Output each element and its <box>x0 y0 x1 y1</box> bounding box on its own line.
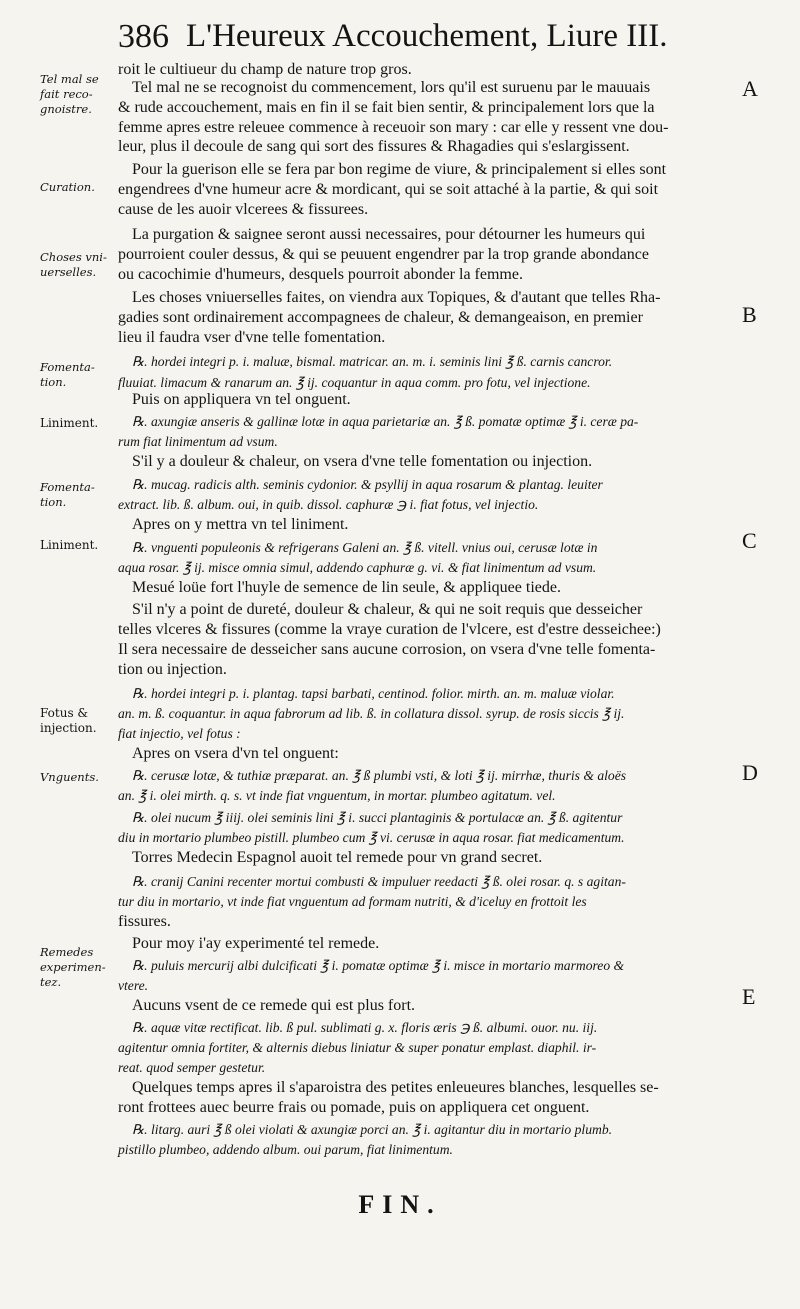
recipe-line: ℞. hordei integri p. i. plantag. tapsi barbati, centinod. folior. mirth. an. m. maluæ violar. <box>132 686 615 701</box>
margin-note: Fomenta-tion. <box>40 480 95 509</box>
text-line: Pour la guerison elle se fera par bon regime de viure, & principalement si elles sont <box>132 161 667 178</box>
text-line: Apres on vsera d'vn tel onguent: <box>132 745 339 762</box>
text-line: tion ou injection. <box>118 661 227 678</box>
text-line: Mesué loüe fort l'huyle de semence de lin seule, & appliquee tiede. <box>132 579 561 596</box>
text-line: Il sera necessaire de desseicher sans aucune corrosion, on vsera d'vne telle fomenta- <box>118 641 656 658</box>
margin-note: Choses vni-uerselles. <box>40 250 107 279</box>
margin-note: Liniment. <box>40 416 99 430</box>
recipe-line: tur diu in mortario, vt inde fiat vnguentum ad formam nutriti, & d'iceluy en frottoit les <box>118 894 587 909</box>
margin-note: Fomenta-tion. <box>40 360 95 389</box>
text-line: fissures. <box>118 913 171 930</box>
page-header <box>118 18 718 62</box>
section-letter: E <box>742 984 756 1009</box>
text-line: ront frottees auec beurre frais ou pomade, puis on appliquera cet onguent. <box>118 1099 590 1116</box>
text-line: engendrees d'vne humeur acre & mordicant, qui se soit attaché à la partie, & qui soit <box>118 181 659 198</box>
section-letter: A <box>742 76 758 101</box>
text-line: Pour moy i'ay experimenté tel remede. <box>132 935 380 952</box>
recipe-line: ℞. cranij Canini recenter mortui combusti & impuluer reedacti ℥ ß. olei rosar. q. s agitan- <box>132 874 626 889</box>
recipe-line: aqua rosar. ℥ ij. misce omnia simul, addendo caphuræ g. vi. & fiat linimentum ad vsum. <box>118 560 597 575</box>
text-line: Aucuns vsent de ce remede qui est plus fort. <box>132 997 416 1014</box>
text-line: telles vlceres & fissures (comme la vraye curation de l'vlcere, est d'estre desseichee:) <box>118 621 661 638</box>
recipe-line: ℞. cerusæ lotæ, & tuthiæ præparat. an. ℥ ß plumbi vsti, & loti ℥ ij. mirrhæ, thuris & aloës <box>132 768 627 783</box>
recipe-line: ℞. aquæ vitæ rectificat. lib. ß pul. sublimati g. x. floris æris ℈ ß. albumi. ouor. nu. iij. <box>132 1020 598 1035</box>
section-letter: D <box>742 760 758 785</box>
text-line: pourroient couler dessus, & qui se peuuent engendrer par la trop grande abondance <box>118 246 649 263</box>
recipe-line: pistillo plumbeo, addendo album. oui parum, fiat linimentum. <box>118 1142 453 1157</box>
page-number: 386 <box>118 18 169 55</box>
recipe-line: rum fiat linimentum ad vsum. <box>118 434 278 449</box>
recipe-line: diu in mortario plumbeo pistill. plumbeo cum ℥ vi. cerusæ in aqua rosar. fiat medicamentum. <box>118 830 625 845</box>
recipe-line: an. m. ß. coquantur. in aqua fabrorum ad lib. ß. in collatura dissol. syrup. de rosis siccis ℥ ij. <box>118 706 625 721</box>
recipe-line: agitentur omnia fortiter, & alternis diebus liniatur & super ponatur emplast. diaphil. ir- <box>118 1040 597 1055</box>
recipe-line: fiat injectio, vel fotus : <box>118 726 241 741</box>
margin-note: Fotus & injection. <box>40 706 97 735</box>
margin-notes <box>40 0 120 1309</box>
recipe-line: ℞. litarg. auri ℥ ß olei violati & axungiæ porci an. ℥ i. agitantur diu in mortario plumb. <box>132 1122 613 1137</box>
section-letter: B <box>742 302 757 327</box>
text-line: roit le cultiueur du champ de nature trop gros. <box>118 61 412 78</box>
recipe-line: extract. lib. ß. album. oui, in quib. dissol. caphuræ ℈ i. fiat fotus, vel injectio. <box>118 497 539 512</box>
running-title: L'Heureux Accouchement, Liure III. <box>186 18 668 54</box>
text-line: cause de les auoir vlcerees & fissurees. <box>118 201 369 218</box>
text-line: Tel mal ne se recognoist du commencement, lors qu'il est suruenu par le mauuais <box>132 79 651 96</box>
recipe-line: ℞. puluis mercurij albi dulcificati ℥ i. pomatæ optimæ ℥ i. misce in mortario marmoreo & <box>132 958 625 973</box>
text-line: femme apres estre releuee commence à receuoir son mary : car elle y ressent vne dou- <box>118 119 669 136</box>
recipe-line: reat. quod semper gestetur. <box>118 1060 266 1075</box>
margin-note: Tel mal se fait reco-gnoistre. <box>40 72 99 116</box>
recipe-line: fluuiat. limacum & ranarum an. ℥ ij. coquantur in aqua comm. pro fotu, vel injectione. <box>118 375 591 390</box>
text-line: Les choses vniuerselles faites, on viendra aux Topiques, & d'autant que telles Rha- <box>132 289 661 306</box>
text-line: & rude accouchement, mais en fin il se fait bien sentir, & principalement lors que la <box>118 99 655 116</box>
text-line: lieu il faudra vser d'vne telle fomentation. <box>118 329 386 346</box>
text-line: La purgation & saignee seront aussi necessaires, pour détourner les humeurs qui <box>132 226 646 243</box>
recipe-line: vtere. <box>118 978 149 993</box>
recipe-line: ℞. olei nucum ℥ iiij. olei seminis lini ℥ i. succi plantaginis & portulacæ an. ℥ ß. agitentur <box>132 810 623 825</box>
text-line: S'il y a douleur & chaleur, on vsera d'vne telle fomentation ou injection. <box>132 453 593 470</box>
text-line: Quelques temps apres il s'aparoistra des petites enleueures blanches, lesquelles se- <box>132 1079 659 1096</box>
recipe-line: ℞. hordei integri p. i. maluæ, bismal. matricar. an. m. i. seminis lini ℥ ß. carnis cancror. <box>132 354 613 369</box>
text-line: Torres Medecin Espagnol auoit tel remede pour vn grand secret. <box>132 849 543 866</box>
text-line: leur, plus il decoule de sang qui sort des fissures & Rhagadies qui s'eslargissent. <box>118 138 630 155</box>
text-line: ou cacochimie d'humeurs, desquels pourroit abonder la femme. <box>118 266 523 283</box>
margin-note: Remedes experimen-tez. <box>40 945 106 989</box>
recipe-line: an. ℥ i. olei mirth. q. s. vt inde fiat vnguentum, in mortar. plumbeo agitatum. vel. <box>118 788 556 803</box>
text-line: Puis on appliquera vn tel onguent. <box>132 391 351 408</box>
section-letter: C <box>742 528 757 553</box>
recipe-line: ℞. axungiæ anseris & gallinæ lotæ in aqua parietariæ an. ℥ ß. pomatæ optimæ ℥ i. ceræ pa- <box>132 414 639 429</box>
text-line: Apres on y mettra vn tel liniment. <box>132 516 349 533</box>
recipe-line: ℞. mucag. radicis alth. seminis cydonior. & psyllij in aqua rosarum & plantag. leuiter <box>132 477 603 492</box>
margin-note: Vnguents. <box>40 770 99 784</box>
recipe-line: ℞. vnguenti populeonis & refrigerans Galeni an. ℥ ß. vitell. vnius oui, cerusæ lotæ in <box>132 540 598 555</box>
text-line: gadies sont ordinairement accompagnees de chaleur, & demangeaison, en premier <box>118 309 643 326</box>
text-line: S'il n'y a point de dureté, douleur & chaleur, & qui ne soit requis que desseicher <box>132 601 643 618</box>
fin-label: FIN. <box>358 1190 442 1219</box>
margin-note: Liniment. <box>40 538 99 552</box>
margin-note: Curation. <box>40 180 95 194</box>
